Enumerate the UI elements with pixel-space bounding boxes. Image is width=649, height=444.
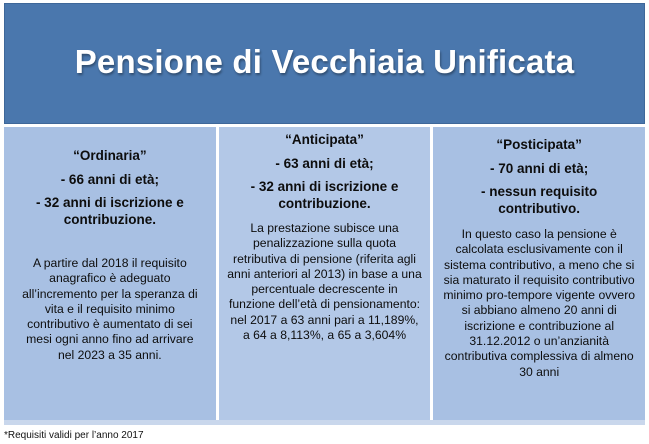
requirement-age: - 66 anni di età; [60,172,159,187]
column-heading: “Posticipata” [496,137,582,152]
column-posticipata [433,127,645,421]
title-banner [4,3,645,124]
requirement-age: - 63 anni di età; [275,156,374,171]
bottom-band [4,420,645,425]
footnote: *Requisiti validi per l’anno 2017 [4,430,144,441]
requirement-contribution: - 32 anni di iscrizione e contribuzione. [250,179,399,211]
column-ordinaria [4,127,216,421]
column-anticipata [219,127,431,421]
column-note: A partire dal 2018 il requisito anagrafico è adeguato all’incremento per la speranza di vita e il requisito minimo contributivo è aumentato di sei mesi ogni anno fino ad arrivare nel 2023 a 35 anni. [22,256,198,362]
column-note: In questo caso la pensione è calcolata esclusivamente con il sistema contributivo, a meno che si sia maturato il requisito contributivo minimo pro-tempore vigente ovvero si abbiano almeno 20 anni di iscrizione e contribuzione al 31.12.2012 o un’anzianità contributiva complessiva di almeno 30 anni [443,227,636,379]
requirement-contribution: - 32 anni di iscrizione e contribuzione. [35,195,184,227]
column-heading: “Ordinaria” [73,148,147,163]
pension-types [4,127,645,421]
requirement-contribution: - nessun requisito contributivo. [481,184,598,216]
column-heading: “Anticipata” [285,132,364,147]
column-note: La prestazione subisce una penalizzazione sulla quota retributiva di pensione (riferita agli anni anteriori al 2013) in base a una percentuale decrescente in funzione dell’età di pensionamento: nel 2017 a 63 anni pari a 11,189%, a 64 a 8,113%, a 65 a 3,604% [227,221,422,343]
requirement-age: - 70 anni di età; [490,161,589,176]
page-title: Pensione di Vecchiaia Unificata [74,43,575,80]
